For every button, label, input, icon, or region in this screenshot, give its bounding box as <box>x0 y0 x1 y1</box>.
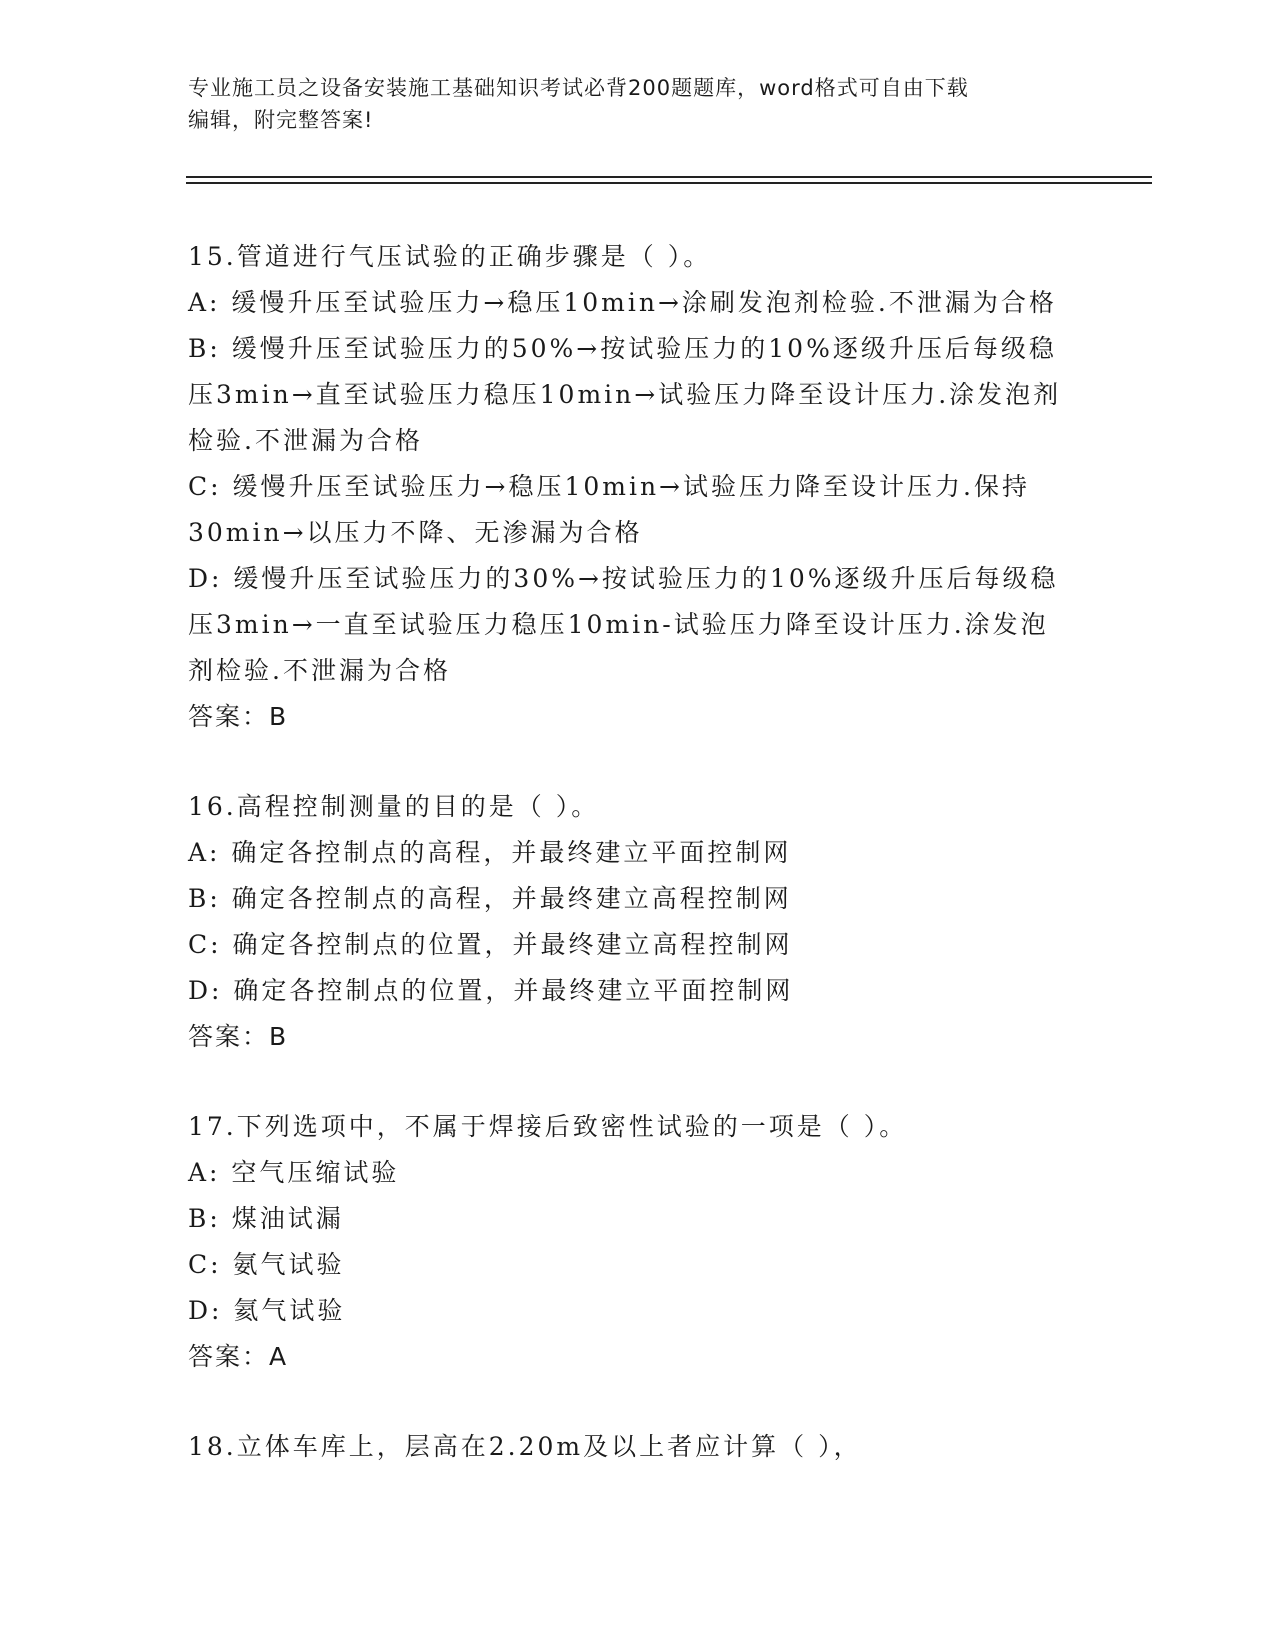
header-title-line-1: 专业施工员之设备安装施工基础知识考试必背200题题库，word格式可自由下载 <box>188 76 969 100</box>
answer-label: 答案：A <box>188 1342 289 1371</box>
question-option <box>188 876 1088 922</box>
option-line: D: 确定各控制点的位置，并最终建立平面控制网 <box>188 976 794 1005</box>
option-line: B: 缓慢升压至试验压力的50%→按试验压力的10%逐级升压后每级稳 <box>188 334 1057 363</box>
question-list <box>188 234 1088 1514</box>
option-line: B: 确定各控制点的高程，并最终建立高程控制网 <box>188 884 792 913</box>
option-line: 检验.不泄漏为合格 <box>188 426 423 455</box>
question-option <box>188 280 1088 326</box>
question-block <box>188 1104 1088 1380</box>
document-header <box>188 72 1088 136</box>
option-line: 压3min→一直至试验压力稳压10min-试验压力降至设计压力.涂发泡 <box>188 610 1049 639</box>
question-block <box>188 234 1088 740</box>
header-title-line-2: 编辑，附完整答案! <box>188 108 374 132</box>
question-option <box>188 464 1088 556</box>
header-divider-top <box>186 176 1152 178</box>
option-line: 剂检验.不泄漏为合格 <box>188 656 451 685</box>
option-line: C: 缓慢升压至试验压力→稳压10min→试验压力降至设计压力.保持 <box>188 472 1030 501</box>
option-line: B: 煤油试漏 <box>188 1204 344 1233</box>
option-line: 压3min→直至试验压力稳压10min→试验压力降至设计压力.涂发泡剂 <box>188 380 1062 409</box>
question-stem: 16.高程控制测量的目的是（ ）。 <box>188 792 600 821</box>
question-option <box>188 326 1088 464</box>
option-line: A: 确定各控制点的高程，并最终建立平面控制网 <box>188 838 792 867</box>
question-stem: 15.管道进行气压试验的正确步骤是（ ）。 <box>188 242 712 271</box>
question-option <box>188 968 1088 1014</box>
question-stem: 17.下列选项中，不属于焊接后致密性试验的一项是（ ）。 <box>188 1112 908 1141</box>
option-line: D: 缓慢升压至试验压力的30%→按试验压力的10%逐级升压后每级稳 <box>188 564 1059 593</box>
option-line: C: 确定各控制点的位置，并最终建立高程控制网 <box>188 930 793 959</box>
question-option <box>188 556 1088 694</box>
answer-label: 答案：B <box>188 1022 289 1051</box>
question-block <box>188 1424 1088 1470</box>
question-block <box>188 784 1088 1060</box>
question-stem: 18.立体车库上，层高在2.20m及以上者应计算（ ）， <box>188 1432 862 1461</box>
option-line: D: 氦气试验 <box>188 1296 346 1325</box>
header-divider-bottom <box>186 182 1152 184</box>
option-line: C: 氨气试验 <box>188 1250 345 1279</box>
option-line: A: 空气压缩试验 <box>188 1158 400 1187</box>
question-option <box>188 1150 1088 1196</box>
question-option <box>188 830 1088 876</box>
question-option <box>188 922 1088 968</box>
question-option <box>188 1196 1088 1242</box>
question-option <box>188 1288 1088 1334</box>
option-line: 30min→以压力不降、无渗漏为合格 <box>188 518 643 547</box>
answer-label: 答案：B <box>188 702 289 731</box>
option-line: A: 缓慢升压至试验压力→稳压10min→涂刷发泡剂检验.不泄漏为合格 <box>188 288 1057 317</box>
question-option <box>188 1242 1088 1288</box>
